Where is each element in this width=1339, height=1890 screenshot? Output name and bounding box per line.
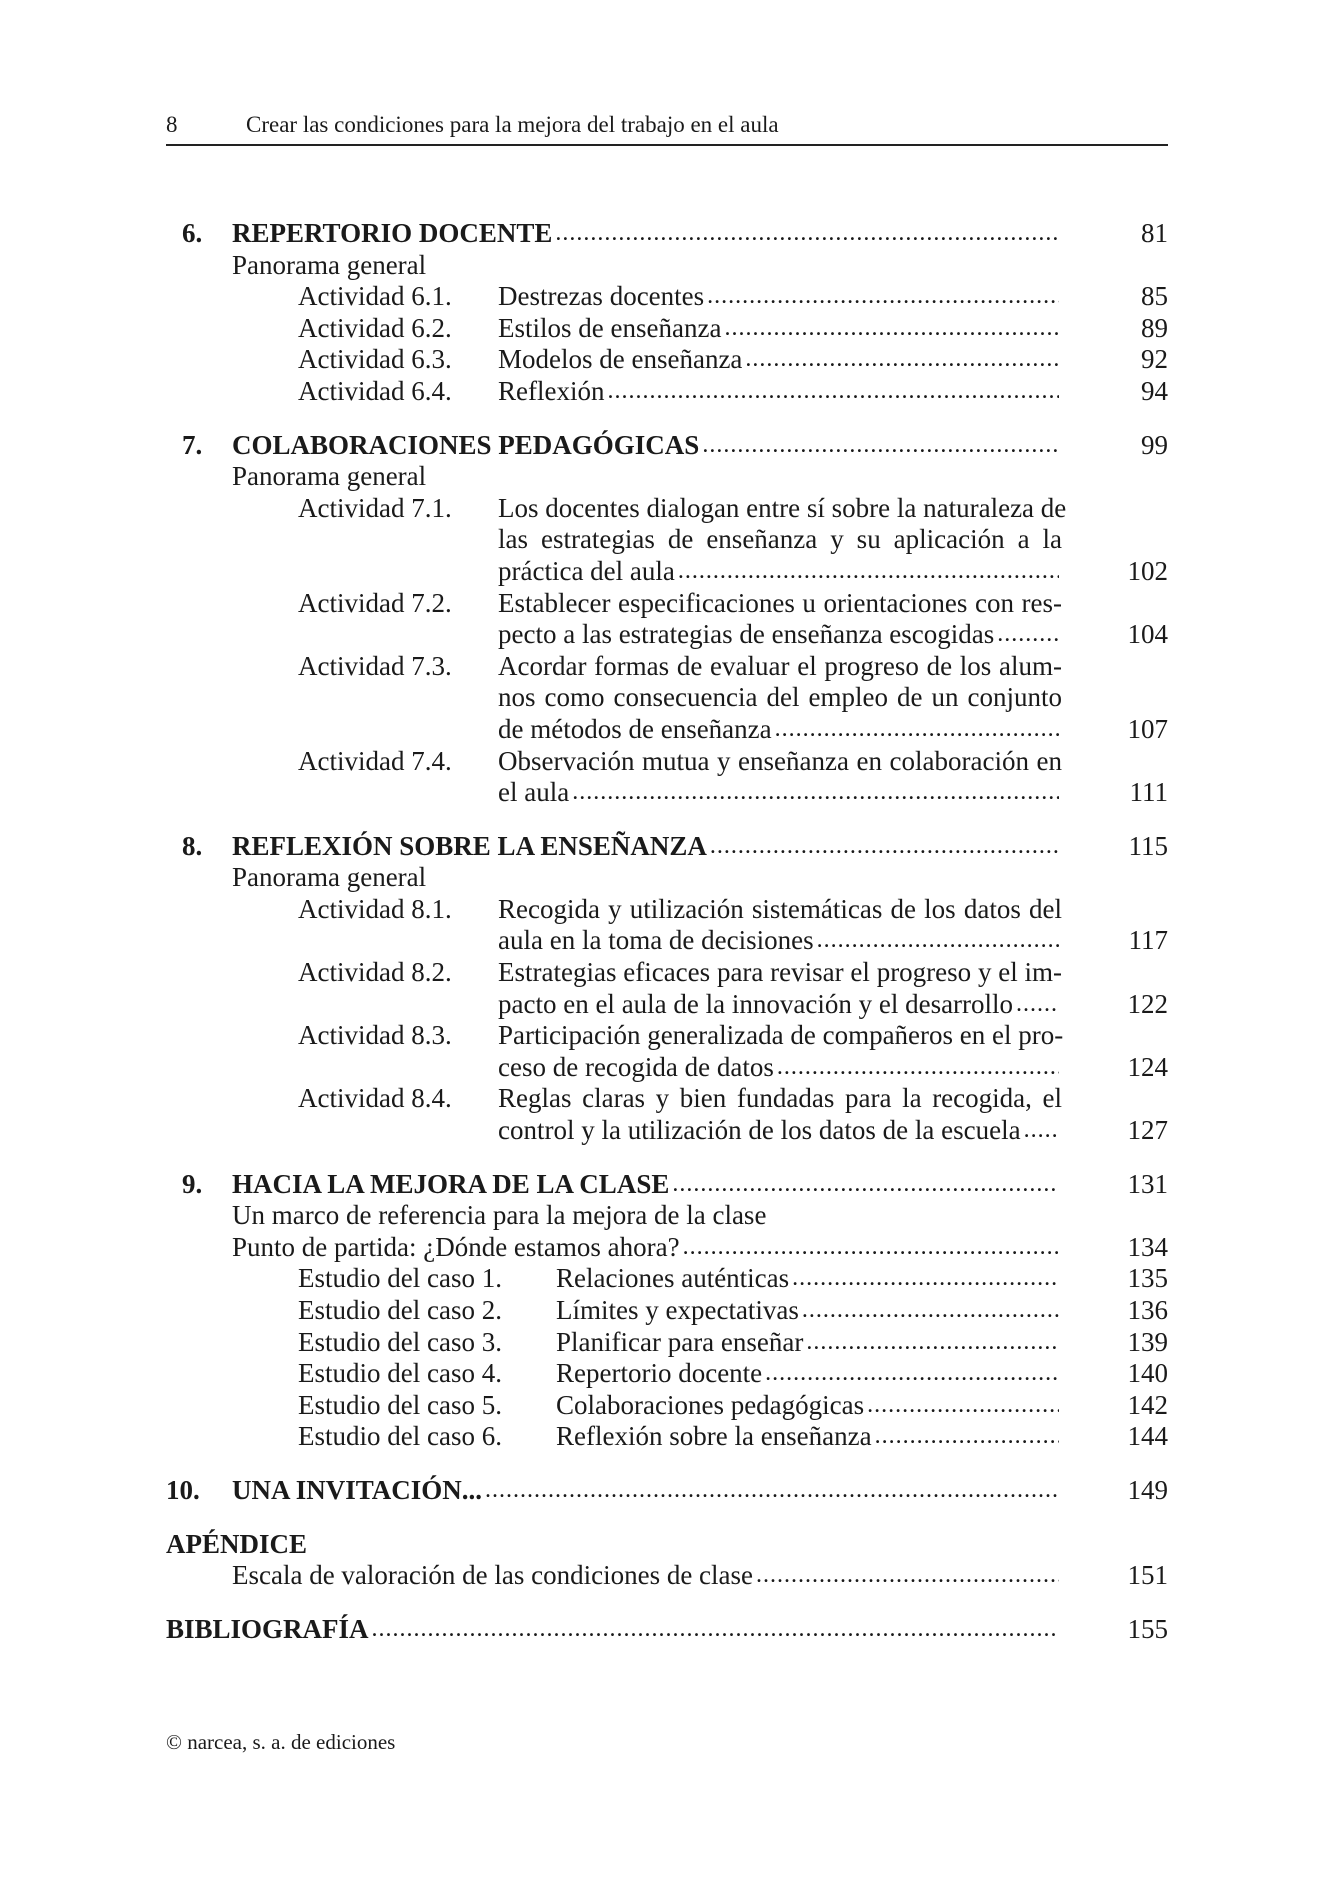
entry-text-cell [498, 957, 1062, 989]
toc-entry [166, 1263, 1168, 1295]
toc-entry [166, 218, 1168, 250]
toc-line [166, 524, 1168, 556]
dot-leader [817, 925, 1059, 957]
entry-title: pacto en el aula de la innovación y el desarrollo [498, 988, 1014, 1019]
entry-text-cell [498, 651, 1062, 683]
dot-leader [702, 430, 1059, 462]
toc-entry [166, 376, 1168, 408]
overview-text: Panorama general [232, 862, 427, 893]
running-title: Crear las condiciones para la mejora del trabajo en el aula [246, 112, 779, 137]
toc-entry [166, 430, 1168, 462]
entry-text-cell [232, 1169, 1062, 1201]
chapter-section [166, 1169, 1168, 1453]
entry-title: el aula [498, 777, 570, 808]
dot-leader [792, 1263, 1059, 1295]
case-label: Estudio del caso 2. [298, 1295, 502, 1325]
entry-text-cell [498, 746, 1062, 778]
entry-text-cell [232, 218, 1062, 250]
dot-leader [724, 313, 1059, 345]
toc-entry [166, 1475, 1168, 1507]
dot-leader [607, 376, 1059, 408]
entry-title: Límites y expectativas [556, 1295, 799, 1325]
entry-text: Observación mutua y enseñanza en colaboración en [498, 745, 1062, 776]
dot-leader [1024, 1115, 1059, 1147]
page-ref: 149 [1127, 1474, 1168, 1505]
entry-title: Reflexión [498, 375, 605, 406]
page-ref: 136 [1127, 1295, 1168, 1325]
toc-line [166, 651, 1168, 683]
entry-title: Relaciones auténticas [556, 1263, 790, 1294]
entry-title: Escala de valoración de las condiciones de clase [232, 1560, 754, 1591]
entry-title: de métodos de enseñanza [498, 713, 772, 744]
entry-text-cell [498, 1052, 1062, 1084]
entry-text-cell [498, 619, 1062, 651]
toc-line [166, 894, 1168, 926]
entry-text-cell [556, 1327, 1062, 1359]
dot-leader [1016, 989, 1059, 1021]
dot-leader [997, 619, 1059, 651]
entry-text-cell [498, 682, 1062, 714]
page-ref: 140 [1127, 1358, 1168, 1389]
entry-text-cell [232, 1475, 1062, 1507]
activity-label: Actividad 7.1. [298, 492, 452, 523]
dot-leader [683, 1232, 1059, 1264]
entry-text-cell [498, 524, 1062, 556]
entry-text-cell [498, 1083, 1062, 1115]
page-ref: 81 [1141, 218, 1168, 248]
toc-entry [166, 1169, 1168, 1201]
page-ref: 92 [1141, 344, 1168, 375]
entry-text: Los docentes dialogan entre sí sobre la naturaleza de [498, 492, 1067, 523]
case-label: Estudio del caso 4. [298, 1358, 502, 1389]
entry-text-cell [498, 989, 1062, 1021]
entry-text-cell [232, 1560, 1062, 1592]
toc-entry [166, 831, 1168, 863]
entry-text-cell [232, 1232, 1062, 1264]
entry-text-cell [556, 1295, 1062, 1327]
entry-title: ceso de recogida de datos [498, 1051, 774, 1082]
entry-title: Estilos de enseñanza [498, 312, 722, 343]
toc-entry [166, 1560, 1168, 1592]
dot-leader [802, 1295, 1059, 1327]
chapter-number: 10. [166, 1474, 200, 1505]
chapter-section [166, 831, 1168, 1147]
page-ref: 107 [1127, 713, 1168, 744]
entry-title: HACIA LA MEJORA DE LA CLASE [232, 1168, 670, 1199]
chapter-section [166, 1475, 1168, 1507]
dot-leader [485, 1475, 1059, 1507]
case-label: Estudio del caso 3. [298, 1326, 502, 1357]
page-ref: 139 [1127, 1326, 1168, 1357]
overview-text: Panorama general [232, 461, 427, 492]
toc-entry [166, 344, 1168, 376]
bibliography-section [166, 1614, 1168, 1646]
chapter-section [166, 430, 1168, 809]
case-label: Estudio del caso 6. [298, 1421, 502, 1452]
entry-title: control y la utilización de los datos de la escuela [498, 1115, 1021, 1146]
entry-text-cell [498, 313, 1062, 345]
chapter-number: 7. [182, 429, 203, 460]
entry-text: Establecer especificaciones u orientaciones con res- [498, 587, 1062, 618]
case-label: Estudio del caso 5. [298, 1389, 502, 1420]
activity-label: Actividad 6.3. [298, 344, 452, 375]
page-ref: 111 [1129, 777, 1168, 808]
page-ref: 142 [1127, 1389, 1168, 1420]
page-ref: 89 [1141, 312, 1168, 343]
overview-text: Un marco de referencia para la mejora de la clase [232, 1200, 767, 1231]
toc-entry [166, 1421, 1168, 1453]
entry-text: las estrategias de enseñanza y su aplicación a la [498, 524, 1062, 555]
dot-leader [707, 281, 1059, 313]
entry-title: COLABORACIONES PEDAGÓGICAS [232, 429, 700, 460]
activity-label: Actividad 8.3. [298, 1020, 452, 1051]
overview-line [166, 1200, 1168, 1232]
page-ref: 85 [1141, 281, 1168, 312]
entry-text-cell [556, 1263, 1062, 1295]
entry-text: Estrategias eficaces para revisar el progreso y el im- [498, 957, 1062, 988]
page-ref: 144 [1127, 1421, 1168, 1452]
running-header [166, 108, 1168, 146]
page-ref: 124 [1127, 1051, 1168, 1082]
dot-leader [765, 1358, 1059, 1390]
dot-leader [775, 714, 1059, 746]
toc-line [166, 1020, 1168, 1052]
entry-text-cell [498, 714, 1062, 746]
toc-entry [166, 1115, 1168, 1147]
page-ref: 134 [1127, 1231, 1168, 1262]
entry-text: Acordar formas de evaluar el progreso de los alum- [498, 650, 1062, 681]
entry-text-cell [498, 1020, 1062, 1052]
dot-leader [867, 1390, 1059, 1422]
dot-leader [875, 1421, 1059, 1453]
toc-entry [166, 777, 1168, 809]
toc-entry [166, 1052, 1168, 1084]
dot-leader [756, 1560, 1059, 1592]
page-ref: 94 [1141, 375, 1168, 406]
page-ref: 131 [1127, 1168, 1168, 1199]
page-ref: 99 [1141, 429, 1168, 460]
activity-label: Actividad 6.1. [298, 281, 452, 312]
toc-entry [166, 989, 1168, 1021]
dot-leader [372, 1614, 1059, 1646]
toc-entry [166, 281, 1168, 313]
entry-title: UNA INVITACIÓN... [232, 1474, 483, 1505]
toc-line [166, 493, 1168, 525]
toc-entry [166, 1358, 1168, 1390]
entry-title: aula en la toma de decisiones [498, 925, 814, 956]
page-number: 8 [166, 112, 178, 137]
entry-title: Destrezas docentes [498, 281, 705, 312]
entry-title: Modelos de enseñanza [498, 344, 743, 375]
toc-entry [166, 1295, 1168, 1327]
entry-text: Participación generalizada de compañeros en el pro- [498, 1020, 1064, 1051]
entry-title: Colaboraciones pedagógicas [556, 1389, 865, 1420]
entry-text-cell [498, 1115, 1062, 1147]
toc-entry [166, 714, 1168, 746]
entry-text-cell [498, 925, 1062, 957]
appendix-heading: APÉNDICE [166, 1528, 308, 1559]
dot-leader [672, 1169, 1059, 1201]
dot-leader [678, 556, 1059, 588]
overview-line [166, 250, 1168, 282]
entry-title: práctica del aula [498, 555, 675, 586]
dot-leader [806, 1327, 1059, 1359]
entry-text: nos como consecuencia del empleo de un conjunto [498, 682, 1062, 713]
page-ref: 155 [1127, 1613, 1168, 1644]
page-ref: 104 [1127, 619, 1168, 650]
entry-title: BIBLIOGRAFÍA [166, 1613, 369, 1644]
entry-title: REFLEXIÓN SOBRE LA ENSEÑANZA [232, 830, 707, 861]
entry-text-cell [556, 1358, 1062, 1390]
entry-text-cell [498, 281, 1062, 313]
toc-entry [166, 1232, 1168, 1264]
toc-line [166, 682, 1168, 714]
entry-title: Punto de partida: ¿Dónde estamos ahora? [232, 1231, 680, 1262]
toc-entry [166, 1614, 1168, 1646]
dot-leader [745, 344, 1059, 376]
toc-entry [166, 1390, 1168, 1422]
activity-label: Actividad 6.4. [298, 375, 452, 406]
entry-text-cell [498, 894, 1062, 926]
entry-text-cell [498, 556, 1062, 588]
activity-label: Actividad 7.3. [298, 650, 452, 681]
overview-text: Panorama general [232, 249, 427, 280]
entry-title: pecto a las estrategias de enseñanza escogidas [498, 619, 995, 650]
entry-text-cell [232, 831, 1062, 863]
page-ref: 127 [1127, 1115, 1168, 1146]
copyright-footer: © narcea, s. a. de ediciones [166, 1730, 396, 1754]
entry-text-cell [498, 492, 1067, 525]
entry-title: REPERTORIO DOCENTE [232, 218, 553, 248]
toc-entry [166, 313, 1168, 345]
entry-text: Reglas claras y bien fundadas para la recogida, el [498, 1083, 1062, 1114]
page-ref: 122 [1127, 988, 1168, 1019]
entry-text-cell [498, 376, 1062, 408]
entry-text: Recogida y utilización sistemáticas de los datos del [498, 893, 1062, 924]
activity-label: Actividad 6.2. [298, 312, 452, 343]
page-ref: 102 [1127, 555, 1168, 586]
entry-text-cell [498, 777, 1062, 809]
page-ref: 135 [1127, 1263, 1168, 1294]
dot-leader [555, 218, 1059, 250]
entry-text-cell [556, 1421, 1062, 1453]
activity-label: Actividad 7.4. [298, 745, 452, 776]
table-of-contents [166, 218, 1168, 1667]
chapter-number: 9. [182, 1168, 203, 1199]
toc-line [166, 588, 1168, 620]
dot-leader [572, 777, 1059, 809]
page-ref: 117 [1128, 925, 1168, 956]
page-ref: 115 [1128, 830, 1168, 861]
activity-label: Actividad 8.4. [298, 1083, 452, 1114]
toc-entry [166, 556, 1168, 588]
chapter-section [166, 218, 1168, 408]
toc-entry [166, 925, 1168, 957]
activity-label: Actividad 8.1. [298, 893, 452, 924]
activity-label: Actividad 7.2. [298, 587, 452, 618]
chapter-number: 8. [182, 830, 203, 861]
entry-text-cell [498, 588, 1062, 620]
case-label: Estudio del caso 1. [298, 1263, 502, 1294]
entry-text-cell [498, 344, 1062, 376]
toc-entry [166, 619, 1168, 651]
entry-text-cell [232, 430, 1062, 462]
appendix-section [166, 1529, 1168, 1592]
entry-title: Planificar para enseñar [556, 1326, 804, 1357]
activity-label: Actividad 8.2. [298, 957, 452, 988]
toc-line [166, 1083, 1168, 1115]
entry-text-cell [556, 1390, 1062, 1422]
dot-leader [777, 1052, 1059, 1084]
toc-entry [166, 1327, 1168, 1359]
toc-line [166, 957, 1168, 989]
toc-line [166, 746, 1168, 778]
overview-line [166, 862, 1168, 894]
entry-title: Repertorio docente [556, 1358, 763, 1389]
entry-title: Reflexión sobre la enseñanza [556, 1421, 872, 1452]
dot-leader [710, 831, 1059, 863]
entry-text-cell [166, 1614, 1062, 1646]
overview-line [166, 461, 1168, 493]
chapter-number: 6. [182, 218, 203, 248]
page-ref: 151 [1127, 1560, 1168, 1591]
